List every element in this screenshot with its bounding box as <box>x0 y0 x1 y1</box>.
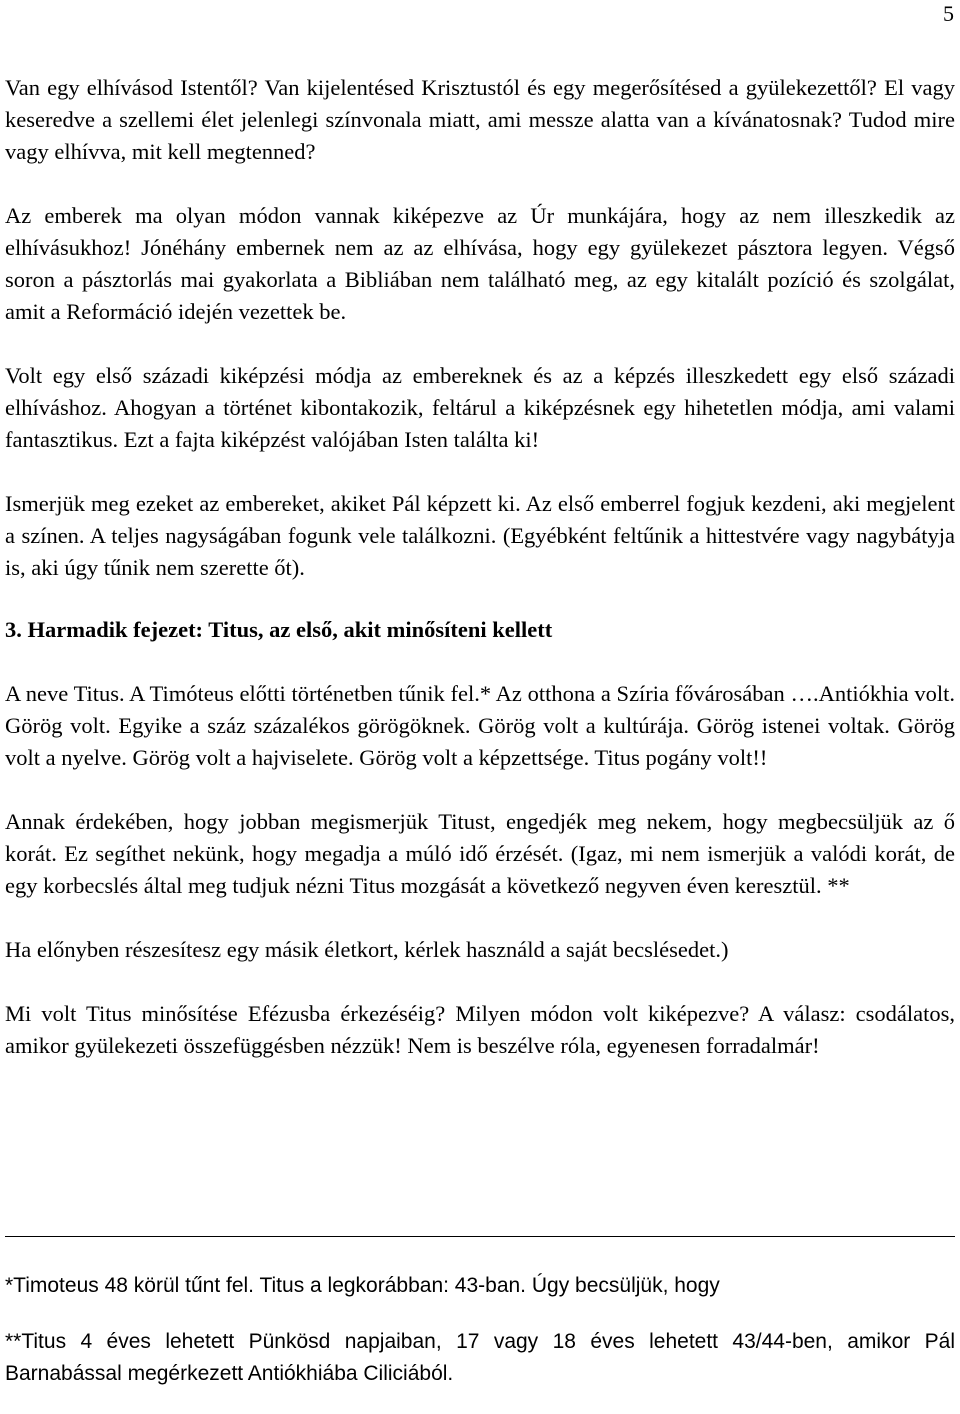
footnote-separator <box>5 1236 955 1237</box>
chapter-heading: 3. Harmadik fejezet: Titus, az első, akit minősíteni kellett <box>5 617 553 642</box>
paragraph: Ismerjük meg ezeket az embereket, akiket Pál képzett ki. Az első emberrel fogjuk kezdeni, aki megjelent a színen. A teljes nagyságában fogunk vele találkozni. (Egyébként feltűnik a hittestvére vagy nagybátyja is, aki úgy tűnik nem szerette őt). <box>5 491 955 580</box>
page-number: 5 <box>943 1 954 26</box>
paragraph: Van egy elhívásod Istentől? Van kijelentésed Krisztustól és egy megerősítésed a gyülekezettől? El vagy keseredve a szellemi élet jelenlegi színvonala miatt, ami messze alatta van a kívánatosnak? Tudod mire vagy elhívva, mit kell megtenned? <box>5 75 955 164</box>
paragraph: Annak érdekében, hogy jobban megismerjük Titust, engedjék meg nekem, hogy megbecsüljük az ő korát. Ez segíthet nekünk, hogy megadja a múló idő érzését. (Igaz, mi nem ismerjük a valódi korát, de egy korbecslés által meg tudjuk nézni Titus mozgását a következő negyven éven keresztül. ** <box>5 809 955 898</box>
paragraph: Az emberek ma olyan módon vannak kiképezve az Úr munkájára, hogy az nem illeszkedik az elhívásukhoz! Jónéhány embernek nem az az elhívása, hogy egy gyülekezet pásztora legyen. Végső soron a pásztorlás mai gyakorlata a Bibliában nem található meg, az egy kitalált pozíció és szolgálat, amit a Reformáció idején vezettek be. <box>5 203 955 324</box>
paragraph: Volt egy első századi kiképzési módja az embereknek és az a képzés illeszkedett egy első századi elhíváshoz. Ahogyan a történet kibontakozik, feltárul a kiképzésnek egy hihetetlen módja, ami valami fantasztikus. Ezt a fajta kiképzést valójában Isten találta ki! <box>5 363 955 452</box>
footnote: **Titus 4 éves lehetett Pünkösd napjaiban, 17 vagy 18 éves lehetett 43/44-ben, amikor Pál Barnabással megérkezett Antiókhiába Ciliciából. <box>5 1330 955 1385</box>
body-text <box>5 72 955 1094</box>
footnotes <box>5 1270 955 1414</box>
paragraph: Ha előnyben részesítesz egy másik életkort, kérlek használd a saját becslésedet.) <box>5 937 729 962</box>
paragraph: A neve Titus. A Timóteus előtti történetben tűnik fel.* Az otthona a Szíria fővárosában ….Antiókhia volt. Görög volt. Egyike a száz százalékos görögöknek. Görög volt a kultúrája. Görög istenei voltak. Görög volt a nyelve. Görög volt a hajviselete. Görög volt a képzettsége. Titus pogány volt!! <box>5 681 955 770</box>
paragraph: Mi volt Titus minősítése Efézusba érkezéséig? Milyen módon volt kiképezve? A válasz: csodálatos, amikor gyülekezeti összefüggésben nézzük! Nem is beszélve róla, egyenesen forradalmár! <box>5 1001 955 1058</box>
footnote: *Timoteus 48 körül tűnt fel. Titus a legkorábban: 43-ban. Úgy becsüljük, hogy <box>5 1274 720 1297</box>
